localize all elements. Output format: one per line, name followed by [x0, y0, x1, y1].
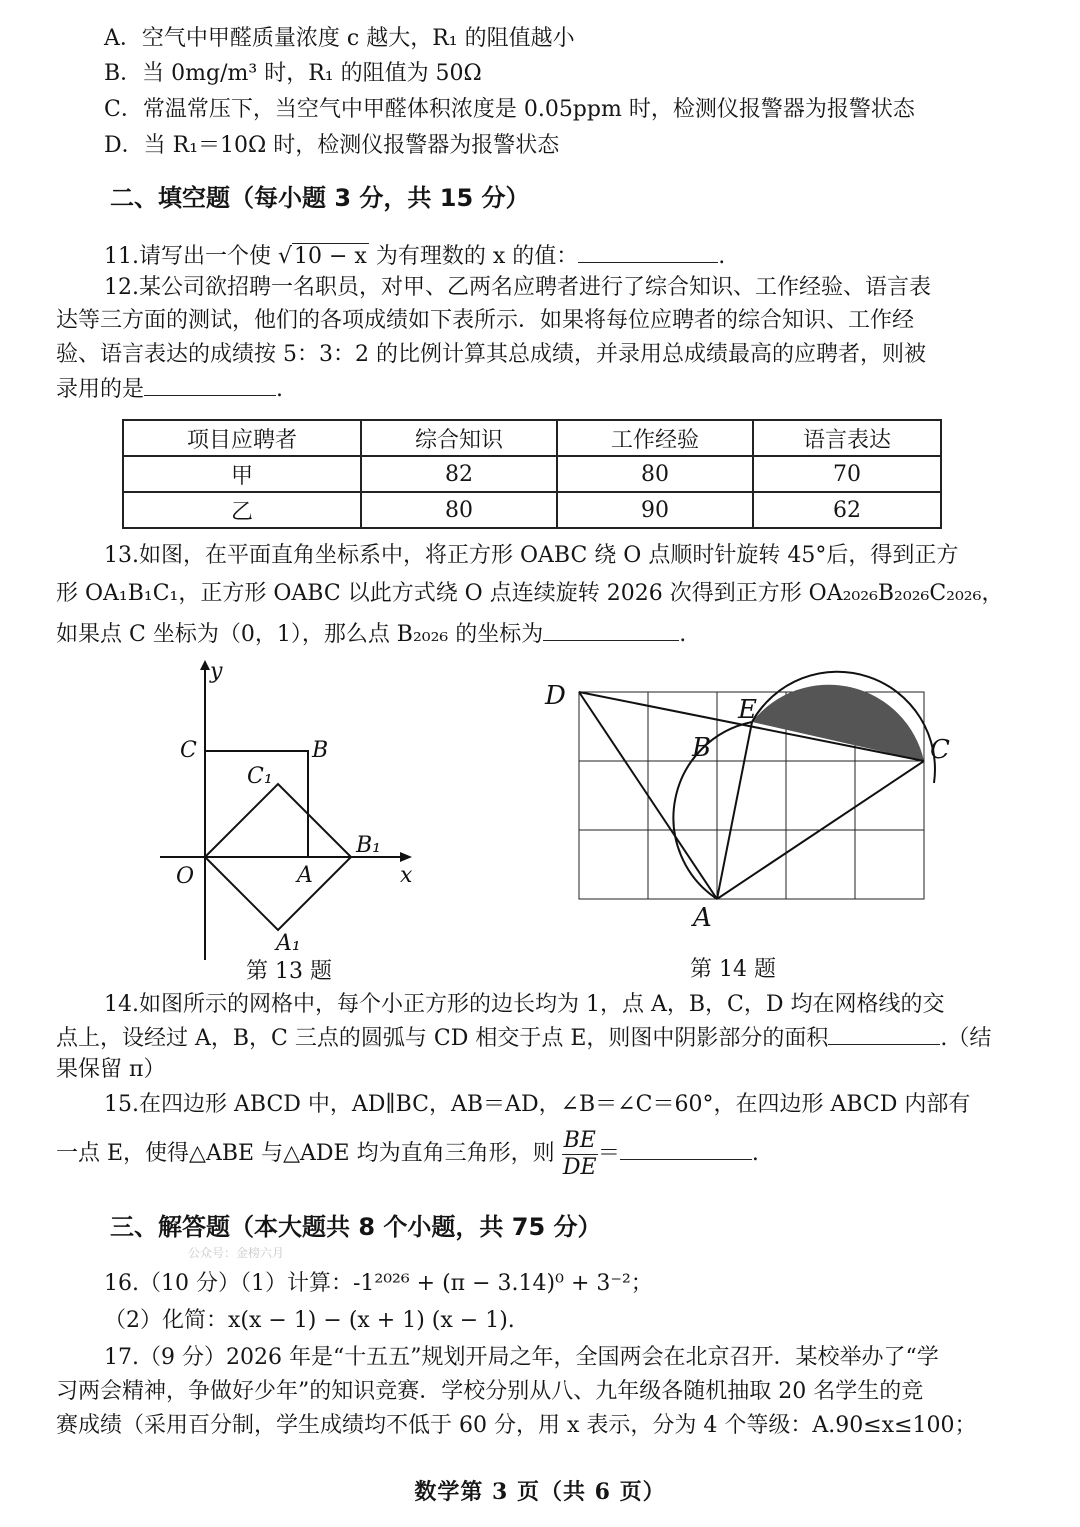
line-ae — [717, 722, 752, 899]
table-header-row — [123, 420, 941, 456]
q14-line1: 14.如图所示的网格中，每个小正方形的边长均为 1，点 A，B，C，D 均在网格线的交 — [104, 992, 945, 1017]
label-c1: C₁ — [247, 764, 273, 789]
label-c: C — [180, 738, 197, 763]
figure-13 — [160, 660, 430, 960]
y-axis-arrow — [200, 660, 210, 670]
label-a: A — [297, 863, 313, 888]
table-header: 综合知识 — [361, 420, 557, 456]
q13-line1: 13.如图，在平面直角坐标系中，将正方形 OABC 绕 O 点顺时针旋转 45°后，得到正方 — [104, 543, 959, 568]
label-a1: A₁ — [276, 931, 301, 956]
table-header: 工作经验 — [557, 420, 753, 456]
q14-line3: 果保留 π） — [56, 1057, 166, 1082]
label-y: y — [210, 660, 223, 684]
figure-14-caption: 第 14 题 — [690, 957, 776, 982]
label-a: A — [693, 903, 712, 933]
figure-13-caption: 第 13 题 — [246, 959, 332, 984]
table-cell: 80 — [557, 456, 753, 492]
q11-pre: 11.请写出一个使 √ — [104, 244, 292, 269]
q14-line2-text: 点上，设经过 A，B，C 三点的圆弧与 CD 相交于点 E，则图中阴影部分的面积 — [56, 1026, 829, 1051]
figure-14 — [540, 670, 980, 940]
table-header: 语言表达 — [753, 420, 941, 456]
page-footer: 数学第 3 页（共 6 页） — [414, 1479, 666, 1505]
label-c: C — [930, 735, 950, 765]
option-c: C．常温常压下，当空气中甲醛体积浓度是 0.05ppm 时，检测仪报警器为报警状态 — [104, 97, 915, 122]
q13-answer-blank[interactable] — [543, 618, 679, 641]
q12-line4-text: 录用的是 — [56, 377, 145, 402]
fraction-be-de — [562, 1128, 598, 1181]
q15-answer-blank[interactable] — [620, 1137, 752, 1160]
q11-answer-blank[interactable] — [578, 240, 718, 263]
option-b: B．当 0mg/m³ 时，R₁ 的阻值为 50Ω — [104, 61, 482, 86]
q14-line2-end: .（结 — [940, 1026, 992, 1051]
q17-line2: 习两会精神，争做好少年”的知识竞赛．学校分别从八、九年级各随机抽取 20 名学生的竞 — [56, 1379, 924, 1404]
section3-title: 三、解答题（本大题共 8 个小题，共 75 分） — [110, 1213, 602, 1241]
table-row — [123, 456, 941, 492]
shaded-region — [752, 685, 924, 761]
label-o: O — [176, 864, 195, 889]
q12-line3: 验、语言表达的成绩按 5：3：2 的比例计算其总成绩，并录用总成绩最高的应聘者，则被 — [56, 342, 926, 367]
section2-title: 二、填空题（每小题 3 分，共 15 分） — [110, 184, 530, 212]
watermark: 公众号：金榜六月 — [188, 1246, 285, 1260]
option-d: D．当 R₁＝10Ω 时，检测仪报警器为报警状态 — [104, 133, 560, 158]
table-cell: 甲 — [123, 456, 361, 492]
q15-line2-text: 一点 E，使得△ABE 与△ADE 均为直角三角形，则 — [56, 1141, 555, 1166]
q14-line2 — [56, 1022, 991, 1054]
q13-line2: 形 OA₁B₁C₁，正方形 OABC 以此方式绕 O 点连续旋转 2026 次得到正方形 OA₂₀₂₆B₂₀₂₆C₂₀₂₆， — [56, 581, 1004, 606]
table-row — [123, 492, 941, 528]
label-d: D — [545, 681, 566, 711]
q17-line3: 赛成绩（采用百分制，学生成绩均不低于 60 分，用 x 表示，分为 4 个等级：A.90≤x≤100； — [56, 1413, 977, 1438]
option-a: A．空气中甲醛质量浓度 c 越大，R₁ 的阻值越小 — [104, 26, 575, 51]
q11-post: 为有理数的 x 的值： — [368, 244, 579, 269]
table-header: 项目应聘者 — [123, 420, 361, 456]
q12-line4: 录用的是 . — [56, 373, 283, 405]
table-cell: 80 — [361, 492, 557, 528]
q14-answer-blank[interactable] — [828, 1022, 940, 1045]
q13-line3-text: 如果点 C 坐标为（0，1），那么点 B₂₀₂₆ 的坐标为 — [56, 622, 544, 647]
q12-line2: 达等三方面的测试，他们的各项成绩如下表所示．如果将每位应聘者的综合知识、工作经 — [56, 308, 915, 333]
q16-line1: 16.（10 分）（1）计算：-1²⁰²⁶ + (π − 3.14)⁰ + 3⁻²； — [104, 1271, 653, 1296]
table-cell: 62 — [753, 492, 941, 528]
q15-line1: 15.在四边形 ABCD 中，AD∥BC，AB＝AD，∠B＝∠C＝60°，在四边形 ABCD 内部有 — [104, 1092, 971, 1117]
fraction-denominator: DE — [562, 1154, 597, 1180]
label-x: x — [400, 863, 413, 888]
label-b1: B₁ — [356, 833, 381, 858]
table-cell: 90 — [557, 492, 753, 528]
q17-line1: 17.（9 分）2026 年是“十五五”规划开局之年，全国两会在北京召开．某校举办了“学 — [104, 1345, 939, 1370]
x-axis-arrow — [400, 852, 412, 862]
q13-line3: 如果点 C 坐标为（0，1），那么点 B₂₀₂₆ 的坐标为 . — [56, 618, 686, 650]
q12-line1: 12.某公司欲招聘一名职员，对甲、乙两名应聘者进行了综合知识、工作经验、语言表 — [104, 275, 931, 300]
table-cell: 乙 — [123, 492, 361, 528]
score-table — [122, 419, 942, 529]
fraction-numerator: BE — [563, 1127, 596, 1153]
q15-line2: 一点 E，使得△ABE 与△ADE 均为直角三角形，则 $\frac{BE}{DE}$ ＝ . — [56, 1127, 759, 1180]
label-b: B — [312, 738, 329, 763]
label-e: E — [738, 695, 757, 725]
q11-radicand: 10 − x — [294, 244, 367, 269]
table-cell: 82 — [361, 456, 557, 492]
q11: 11.请写出一个使 √10 − x 为有理数的 x 的值： . — [104, 240, 725, 272]
q16-line2: （2）化简：x(x − 1) − (x + 1) (x − 1). — [104, 1308, 515, 1333]
q15-equals: ＝ — [597, 1141, 620, 1166]
label-b: B — [692, 733, 712, 763]
table-cell: 70 — [753, 456, 941, 492]
q12-answer-blank[interactable] — [144, 373, 276, 396]
